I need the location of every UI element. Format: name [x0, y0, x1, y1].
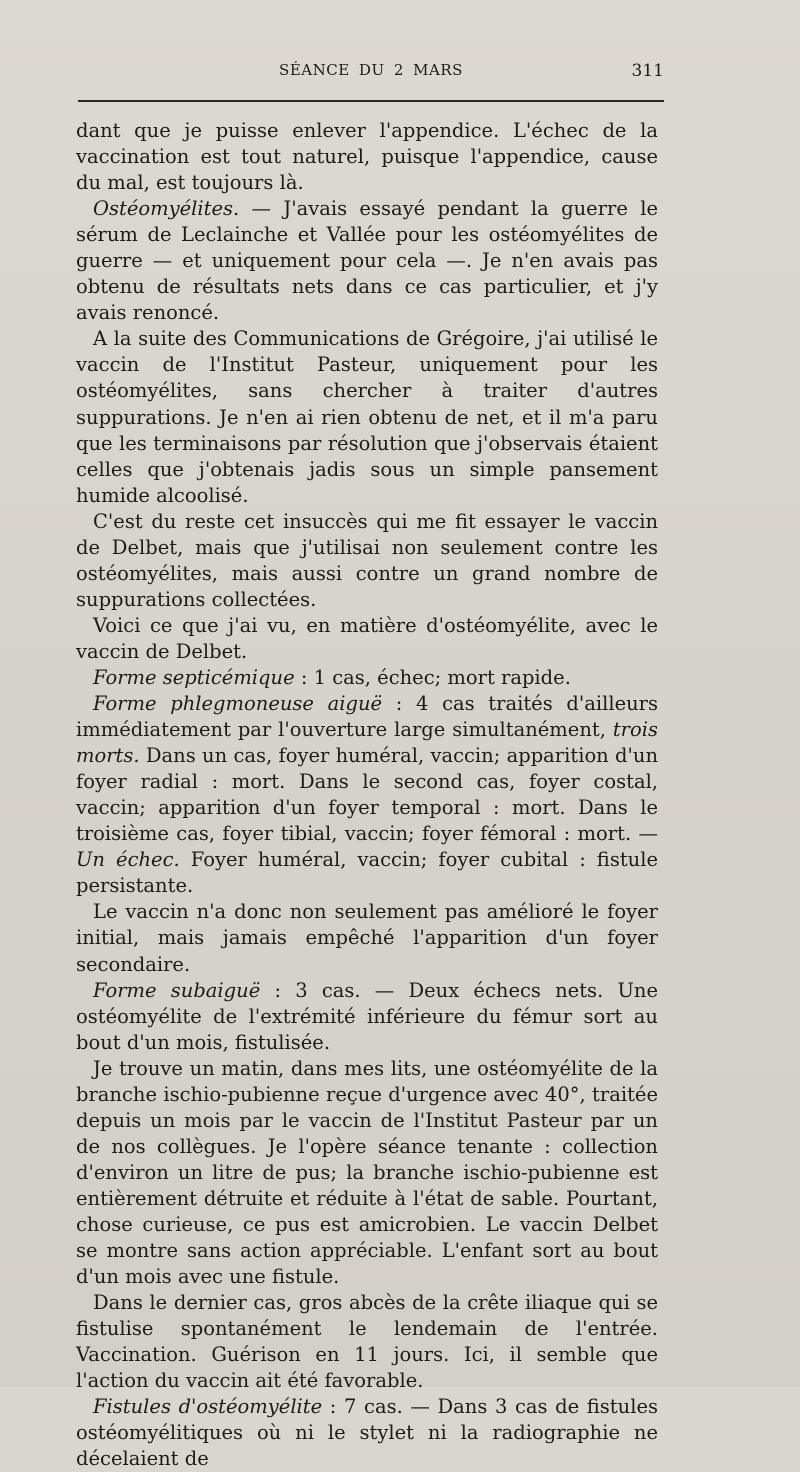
- text-run: — J'avais essayé pendant la guerre le sérum de Leclainche et Vallée pour les ostéomyélites de guerre — et uniquement pour cela —. Je n'en avais pas obtenu de résultats nets dans ce cas particulier, et j'y avais renoncé.: [76, 197, 658, 325]
- text-run: Voici ce que j'ai vu, en matière d'ostéomyélite, avec le vaccin de Delbet.: [76, 613, 658, 663]
- italic-text: trois morts.: [76, 718, 658, 768]
- text-run: Dans un cas, foyer huméral, vaccin; apparition d'un foyer radial : mort. Dans le second cas, foyer costal, vaccin; apparition d'un foyer temporal : mort. Dans le troisième cas, foyer tibial, vaccin; foyer fémoral : mort. —: [76, 744, 658, 846]
- paragraph: [76, 118, 658, 196]
- paragraph: [76, 691, 658, 899]
- paragraph: [76, 196, 658, 326]
- paragraph: [76, 978, 658, 1056]
- paragraph: [76, 509, 658, 613]
- italic-text: Forme septicémique: [93, 665, 295, 689]
- page-number: 311: [631, 61, 664, 81]
- italic-text: Forme subaiguë: [93, 978, 261, 1002]
- italic-text: Fistules d'ostéomyélite: [93, 1395, 323, 1419]
- paragraph: [76, 1290, 658, 1394]
- paragraph: [76, 665, 658, 691]
- page-header: [78, 61, 664, 85]
- text-run: Je trouve un matin, dans mes lits, une ostéomyélite de la branche ischio-pubienne reçue d'urgence avec 40°, traitée depuis un mois par le vaccin de l'Institut Pasteur par un de nos collègues. Je l'opère séance tenante : collection d'environ un litre de pus; la branche ischio-pubienne est entièrement détruite et réduite à l'état de sable. Pourtant, chose curieuse, ce pus est amicrobien. Le vaccin Delbet se montre sans action appréciable. L'enfant sort au bout d'un mois avec une fistule.: [76, 1056, 658, 1289]
- running-head: SÉANCE DU 2 MARS: [279, 61, 463, 79]
- paragraph: [76, 326, 658, 508]
- paragraph: [76, 1394, 658, 1472]
- text-run: C'est du reste cet insuccès qui me fit essayer le vaccin de Delbet, mais que j'utilisai non seulement contre les ostéomyélites, mais aussi contre un grand nombre de suppurations collectées.: [76, 509, 658, 611]
- paragraph: [76, 899, 658, 977]
- text-run: Foyer huméral, vaccin; foyer cubital : fistule persistante.: [76, 848, 658, 898]
- italic-text: Forme phlegmoneuse aiguë: [93, 692, 383, 716]
- italic-text: Ostéomyélites.: [93, 197, 240, 221]
- header-rule: [78, 100, 664, 102]
- paragraph: [76, 613, 658, 665]
- text-run: : 1 cas, échec; mort rapide.: [294, 665, 571, 689]
- text-run: A la suite des Communications de Grégoire, j'ai utilisé le vaccin de l'Institut Pasteur, uniquement pour les ostéomyélites, sans chercher à traiter d'autres suppurations. Je n'en ai rien obtenu de net, et il m'a paru que les terminaisons par résolution que j'observais étaient celles que j'obtenais jadis sous un simple pansement humide alcoolisé.: [76, 327, 658, 507]
- text-run: : 3 cas. — Deux échecs nets. Une ostéomyélite de l'extrémité inférieure du fémur sort au bout d'un mois, fistulisée.: [76, 978, 659, 1054]
- text-run: Le vaccin n'a donc non seulement pas amélioré le foyer initial, mais jamais empêché l'apparition d'un foyer secondaire.: [76, 900, 658, 976]
- body-text: [76, 118, 658, 1472]
- text-run: : 7 cas. — Dans 3 cas de fistules ostéomyélitiques où ni le stylet ni la radiographie ne décelaient de: [76, 1395, 658, 1471]
- text-run: : 4 cas traités d'ailleurs immédiatement par l'ouverture large simultanément,: [76, 692, 658, 742]
- text-run: Dans le dernier cas, gros abcès de la crête iliaque qui se fistulise spontanément le lendemain de l'entrée. Vaccination. Guérison en 11 jours. Ici, il semble que l'action du vaccin ait été favorable.: [76, 1291, 658, 1393]
- text-run: dant que je puisse enlever l'appendice. L'échec de la vaccination est tout naturel, puisque l'appendice, cause du mal, est toujours là.: [76, 119, 658, 195]
- italic-text: Un échec.: [76, 848, 180, 872]
- paragraph: [76, 1056, 658, 1290]
